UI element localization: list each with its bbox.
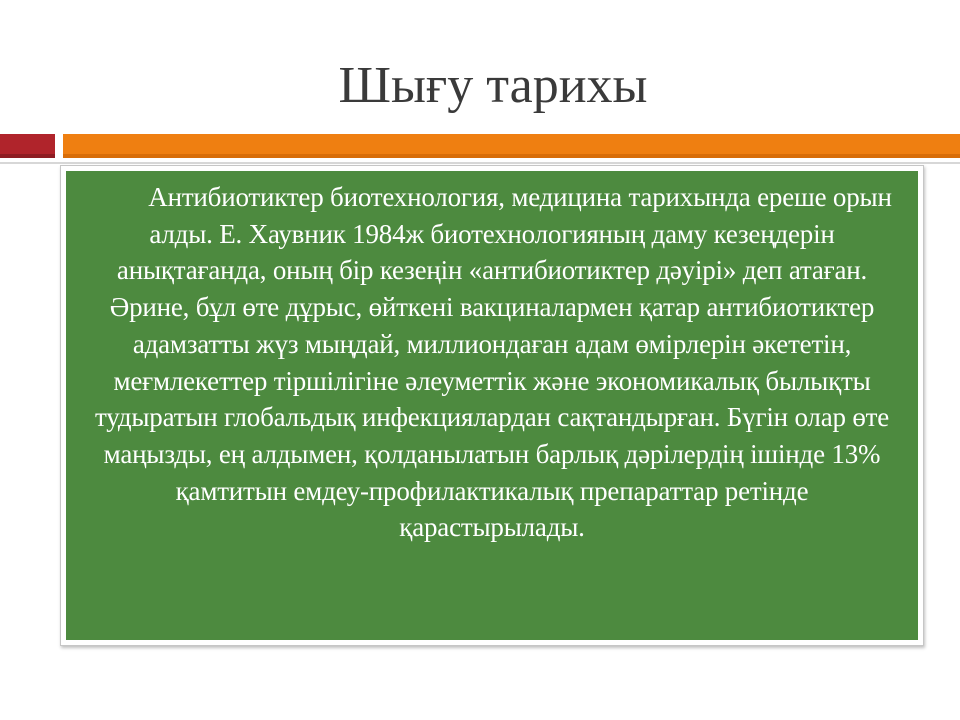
content-box bbox=[66, 171, 918, 640]
accent-line-gray bbox=[0, 162, 960, 164]
body-text: Антибиотиктер биотехнология, медицина тарихында ереше орын алды. Е. Хаувник 1984ж биотехнологияның даму кезеңдерін анықтағанда, оның бір кезеңін «антибиотиктер дәуірі» деп атаған. Әрине, бұл өте дұрыс, өйткені вакциналармен қатар антибиотиктер адамзатты жүз мыңдай, миллиондаған адам өмірлерін әкететін, меғмлекеттер тіршілігіне әлеуметтік және экономикалық былықты тудыратын глобальдық инфекциялардан сақтандырған. Бүгін олар өте маңызды, ең алдымен, қолданылатын барлық дәрілердің ішінде 13% қамтитын емдеу-профилактикалық препараттар ретінде қарастырылады. bbox=[94, 182, 892, 543]
slide-title: Шығу тарихы bbox=[338, 57, 648, 114]
accent-bar-orange-shade bbox=[63, 154, 960, 158]
accent-bar-red-shade bbox=[0, 154, 55, 158]
